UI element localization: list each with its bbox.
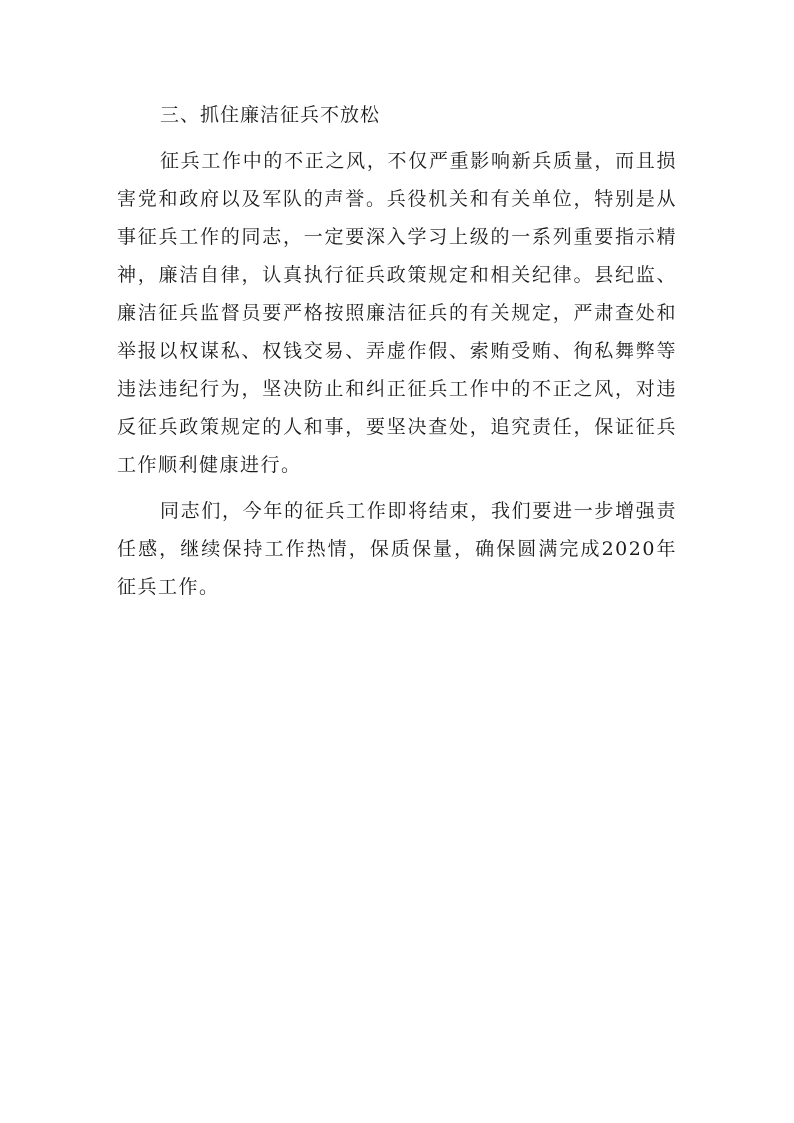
section-heading: 三、抓住廉洁征兵不放松	[160, 104, 381, 126]
closing-paragraph: 同志们，今年的征兵工作即将结束，我们要进一步增强责任感，继续保持工作热情，保质保量，确保圆满完成2020年征兵工作。	[117, 500, 677, 598]
document-page	[117, 96, 677, 606]
body-paragraph: 征兵工作中的不正之风，不仅严重影响新兵质量，而且损害党和政府以及军队的声誉。兵役机关和有关单位，特别是从事征兵工作的同志，一定要深入学习上级的一系列重要指示精神，廉洁自律，认真执行征兵政策规定和相关纪律。县纪监、廉洁征兵监督员要严格按照廉洁征兵的有关规定，严肃查处和举报以权谋私、权钱交易、弄虚作假、索贿受贿、徇私舞弊等违法违纪行为，坚决防止和纠正征兵工作中的不正之风，对违反征兵政策规定的人和事，要坚决查处，追究责任，保证征兵工作顺利健康进行。	[117, 150, 677, 476]
